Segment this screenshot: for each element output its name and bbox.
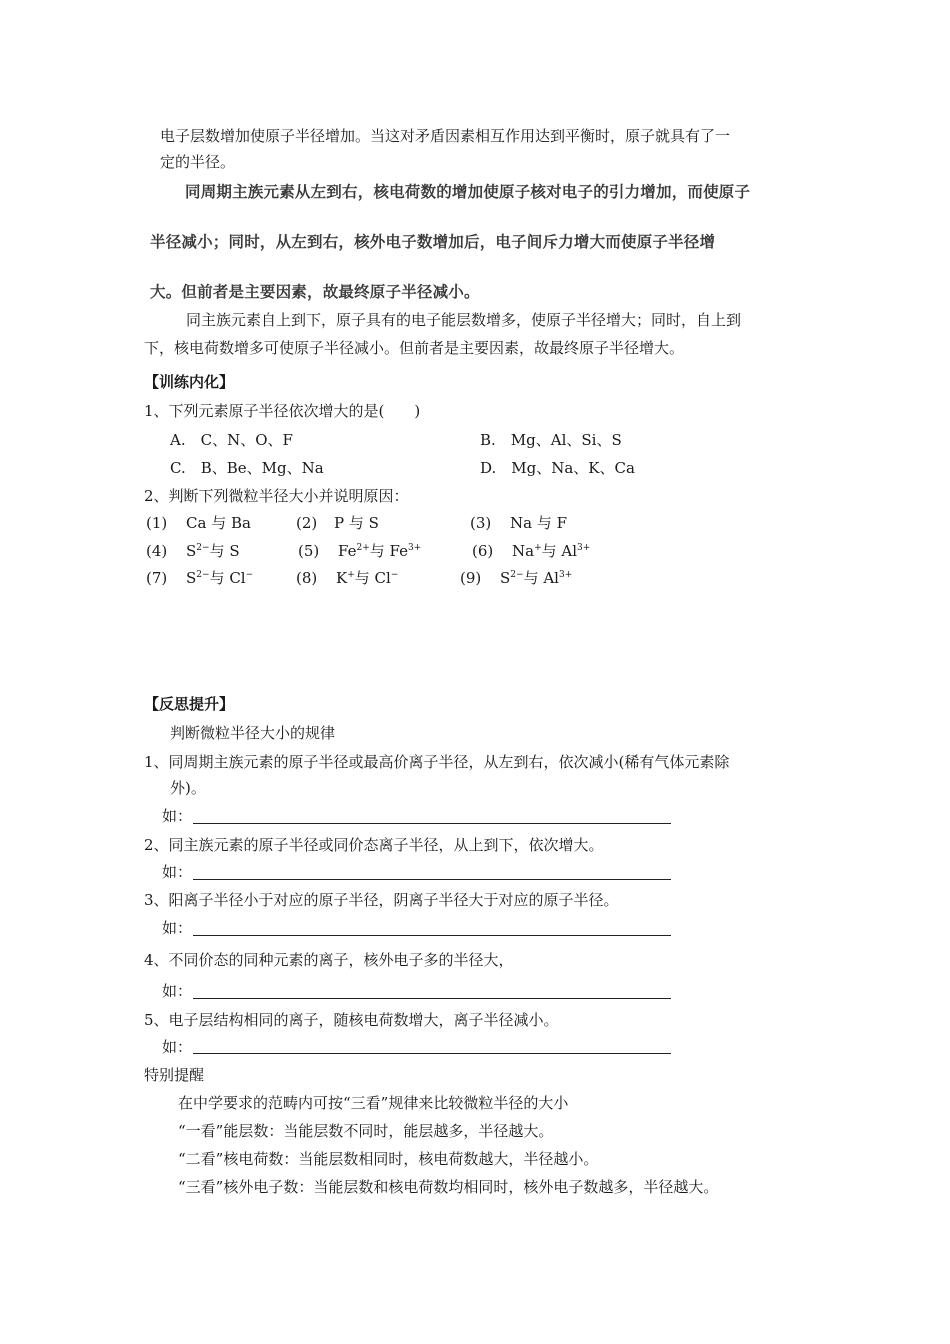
item-number: (7) [146,569,168,587]
example-label: 如： [162,982,193,1000]
question-2: 2、判断下列微粒半径大小并说明原因： [144,487,409,505]
option-c: C. B、Be、Mg、Na [170,459,324,477]
bold-text-line-1: 同周期主族元素从左到右，核电荷数的增加使原子核对电子的引力增加，而使原子 [185,183,751,201]
bold-text-line-2: 半径减小；同时，从左到右，核外电子数增加后，电子间斥力增大而使原子半径增 [150,233,716,251]
rule-1-line-1: 1、同周期主族元素的原子半径或最高价离子半径，从左到右，依次减小(稀有气体元素除 [144,753,730,771]
item-number: (3) [470,514,492,532]
item-number: (1) [146,514,168,532]
rule-2: 2、同主族元素的原子半径或同价态离子半径，从上到下，依次增大。 [144,836,604,854]
item-number: (6) [472,542,494,560]
bold-text-line-3: 大。但前者是主要因素，故最终原子半径减小。 [150,283,480,301]
item-number: (5) [298,542,320,560]
example-label: 如： [162,807,193,825]
answer-line[interactable] [193,1053,671,1054]
item-number: (8) [296,569,318,587]
special-line-3: “三看”核外电子数：当能层数和核电荷数均相同时，核外电子数越多，半径越大。 [178,1178,719,1196]
rule-4: 4、不同价态的同种元素的离子，核外电子多的半径大， [144,951,514,969]
item-value: Ca 与 Ba [186,514,251,532]
item-value: $Fe^{2+}$与 $Fe^{3+}$ [338,542,422,560]
rule-5: 5、电子层结构相同的离子，随核电荷数增大，离子半径减小。 [144,1011,559,1029]
item-number: (9) [460,569,482,587]
rule-1-line-2: 外)。 [170,779,206,797]
option-a: A. C、N、O、F [170,431,293,449]
item-value: Na 与 F [510,514,568,532]
special-heading: 特别提醒 [144,1066,205,1084]
reflection-subtitle: 判断微粒半径大小的规律 [170,724,336,742]
answer-line[interactable] [193,998,671,999]
option-d: D. Mg、Na、K、Ca [480,459,635,477]
item-value: K+与 Cl− [336,569,399,587]
para2-line-1: 同主族元素自上到下，原子具有的电子能层数增多，使原子半径增大；同时，自上到 [186,311,742,329]
intro-line-1: 电子层数增加使原子半径增加。当这对矛盾因素相互作用达到平衡时，原子就具有了一 [160,127,731,145]
special-line-1: “一看”能层数：当能层数不同时，能层越多，半径越大。 [178,1122,554,1140]
para2-line-2: 下，核电荷数增多可使原子半径减小。但前者是主要因素，故最终原子半径增大。 [144,339,685,357]
training-heading: 【训练内化】 [144,373,235,391]
answer-line[interactable] [193,823,671,824]
item-value: Na+与 $Al^{3+}$ [512,542,591,560]
special-intro: 在中学要求的范畴内可按“三看”规律来比较微粒半径的大小 [178,1094,569,1112]
item-value: $S^{2-}$与 Cl− [186,569,254,587]
item-number: (2) [296,514,318,532]
example-label: 如： [162,863,193,881]
special-line-2: “二看”核电荷数：当能层数相同时，核电荷数越大，半径越小。 [178,1150,599,1168]
answer-line[interactable] [193,935,671,936]
question-1: 1、下列元素原子半径依次增大的是( ) [144,402,421,420]
example-label: 如： [162,919,193,937]
item-number: (4) [146,542,168,560]
reflection-heading: 【反思提升】 [144,695,235,713]
answer-line[interactable] [193,879,671,880]
example-label: 如： [162,1038,193,1056]
rule-3: 3、阳离子半径小于对应的原子半径，阴离子半径大于对应的原子半径。 [144,891,619,909]
item-value: P 与 S [334,514,379,532]
intro-line-2: 定的半径。 [160,153,236,171]
item-value: $S^{2-}$与 S [186,542,240,560]
option-b: B. Mg、Al、Si、S [480,431,622,449]
item-value: $S^{2-}$与 $Al^{3+}$ [500,569,573,587]
